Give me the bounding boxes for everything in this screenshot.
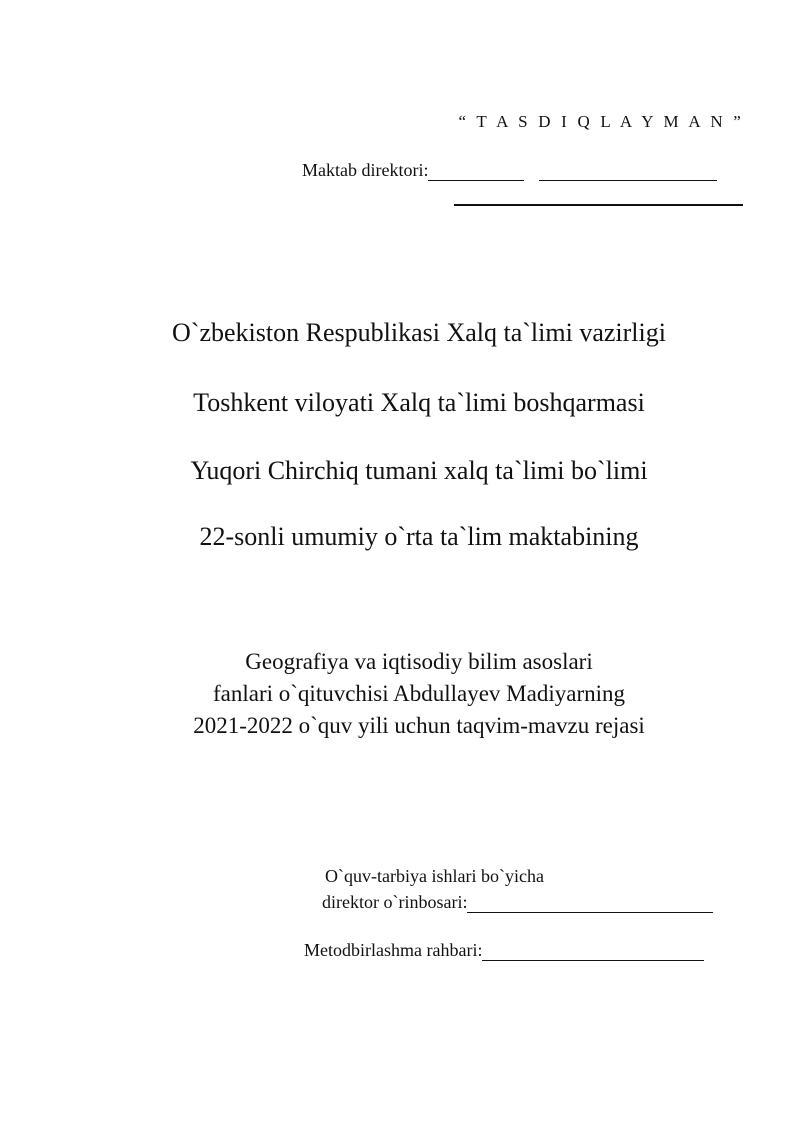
director-signature-row [302,160,717,181]
director-signature-blank [428,160,524,181]
district-department-line: Yuqori Chirchiq tumani xalq ta`limi bo`limi [190,456,648,485]
subject-line-1: Geografiya va iqtisodiy bilim asoslari [245,649,593,674]
methodical-head-signature-row [304,940,704,961]
director-label: Maktab direktori: [302,160,429,180]
deputy-signature-row [322,892,713,913]
subject-line-2: fanlari o`qituvchisi Abdullayev Madiyarning [213,681,625,706]
deputy-title: O`quv-tarbiya ishlari bo`yicha [325,866,544,886]
director-name-blank [539,160,717,181]
ministry-line: O`zbekiston Respublikasi Xalq ta`limi vazirligi [172,318,666,347]
methodical-head-signature-blank [482,940,704,961]
school-line: 22-sonli umumiy o`rta ta`lim maktabining [199,522,639,551]
deputy-signature-blank [467,892,713,913]
plan-subject-block [0,646,800,742]
approval-title: “ T A S D I Q L A Y M A N ” [458,112,744,131]
regional-department-line: Toshkent viloyati Xalq ta`limi boshqarmasi [193,388,645,417]
director-date-line [454,204,743,206]
deputy-label: direktor o`rinbosari: [322,892,468,912]
subject-line-3: 2021-2022 o`quv yili uchun taqvim-mavzu rejasi [193,713,645,738]
methodical-head-label: Metodbirlashma rahbari: [304,940,483,960]
